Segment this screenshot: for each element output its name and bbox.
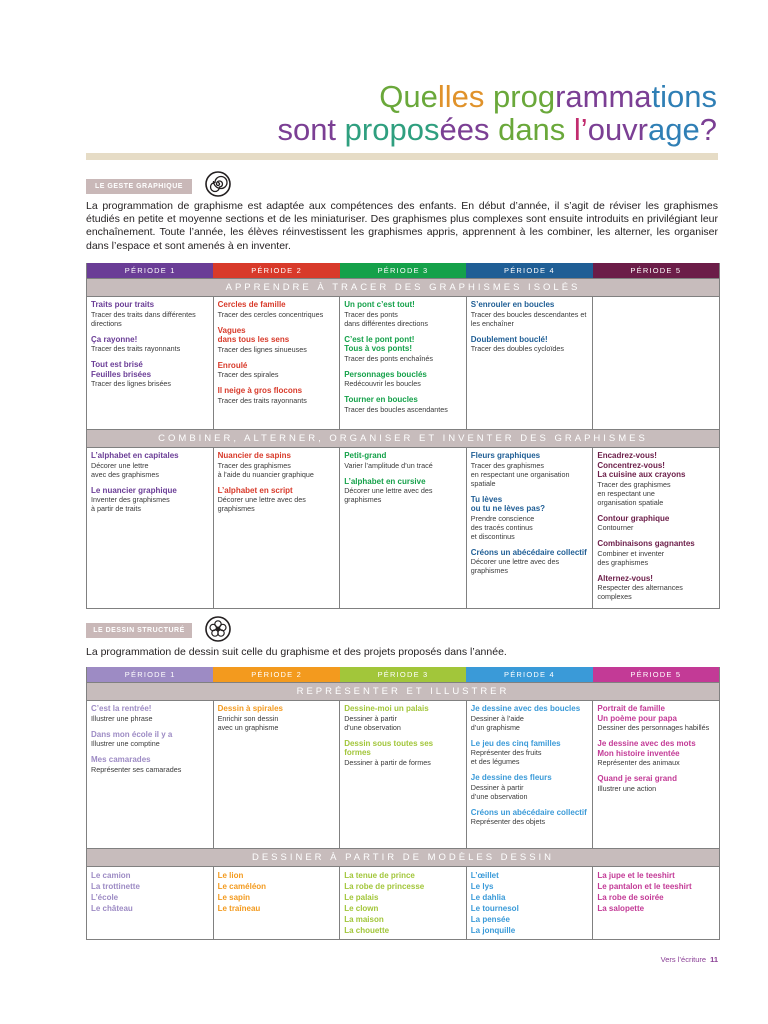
activity-entry [344,335,462,363]
model-item: Le tournesol [470,904,519,913]
model-item: L’école [91,893,119,902]
activity-description: Contourner [597,523,634,532]
activity-description: Tracer des cercles concentriques [217,309,324,319]
activity-title: Tu lèves ou tu ne lèves pas? [470,494,546,513]
activity-title: Je dessine avec des mots Mon histoire inventée [597,739,696,758]
activity-entry [91,360,209,388]
activity-description: Tracer des graphismes en respectant une organisation spatiale [597,479,671,507]
activity-description: Inventer des graphismes à partir de traits [91,495,170,513]
activity-entry [597,574,715,602]
model-item: La jupe et le teeshirt [597,871,675,880]
table-cell-period-4 [467,297,594,429]
activity-entry [344,395,462,414]
activity-entry [344,739,462,767]
model-item: La chouette [344,926,390,935]
period-header-3: PÉRIODE 3 [340,667,466,682]
activity-description: Respecter des alternances complexes [597,583,683,601]
table-cell-period-2 [214,297,341,429]
activity-title: Fleurs graphiques [470,451,541,460]
activity-entry [597,451,715,507]
activity-description: Décorer une lettre avec des graphismes [217,495,306,513]
page-title [277,80,717,146]
title-segment: sont [277,112,345,147]
activity-title: Portrait de famille Un poème pour papa [597,704,677,723]
activity-description: Varier l’amplitude d’un tracé [344,460,433,470]
activity-entry [91,704,209,723]
activity-title: Le jeu des cinq familles [470,738,561,748]
activity-entry [218,704,336,732]
activity-description: Décorer une lettre avec des graphismes [470,557,560,575]
band-combiner: COMBINER, ALTERNER, ORGANISER ET INVENTER DES GRAPHISMES [87,429,719,448]
table-cell-period-2 [214,701,341,848]
activity-entry [471,739,589,767]
period-header-3: PÉRIODE 3 [340,263,466,278]
activity-description: Tracer des graphismes à l’aide du nuancier graphique [217,460,314,479]
model-item: Le palais [344,893,379,902]
activity-entry [344,477,462,505]
section-intro-dessin: La programmation de dessin suit celle du graphisme et des projets proposés dans l’année. [86,646,507,658]
model-item: Le dahlia [470,893,506,902]
period-header-5: PÉRIODE 5 [593,667,719,682]
page-footer [661,955,718,964]
activity-description: Illustrer une action [597,783,657,793]
title-line-2 [277,113,717,146]
activity-title: Enroulé [217,360,248,370]
activity-description: Redécouvrir les boucles [344,379,421,388]
activity-entry [471,495,589,541]
activity-title: Tout est brisé Feuilles brisées [91,360,152,379]
title-segment: lles [437,79,494,114]
activity-title: Encadrez-vous! Concentrez-vous! La cuisine aux crayons [597,451,686,479]
activity-title: Nuancier de sapins [217,451,291,460]
activity-description: Enrichir son dessin avec un graphisme [217,713,279,732]
period-header-2: PÉRIODE 2 [213,263,339,278]
title-segment: ? [699,112,717,147]
table-cell-period-5 [593,448,719,608]
activity-description: Tracer des boucles descendantes et les enchaîner [470,309,587,328]
section-tag-geste-graphique: LE GESTE GRAPHIQUE [86,179,192,194]
period-header-4: PÉRIODE 4 [466,263,592,278]
activity-title: Le nuancier graphique [91,485,177,495]
model-item: La trottinette [91,882,140,891]
model-item: Le lys [470,882,494,891]
table-row [87,297,719,429]
model-item: Le lion [217,871,244,880]
activity-entry [471,300,589,328]
period-header-2: PÉRIODE 2 [213,667,339,682]
activity-title: Doublement bouclé! [470,334,548,344]
activity-description: Dessiner à partir de formes [344,757,431,767]
activity-entry [91,451,209,479]
model-item: Le pantalon et le teeshirt [597,882,692,891]
title-segment: age [648,112,700,147]
table-row [87,701,719,848]
activity-entry [91,335,209,354]
activity-description: Tracer des ponts enchaînés [344,353,434,363]
activity-entry [91,486,209,514]
activity-description: Tracer des lignes brisées [91,379,172,388]
model-item: La robe de soirée [597,893,664,902]
activity-description: Représenter ses camarades [91,764,182,774]
activity-title: L’alphabet en capitales [91,451,179,460]
activity-entry [218,300,336,319]
period-header-4: PÉRIODE 4 [466,667,592,682]
activity-description: Représenter des objets [470,817,546,826]
activity-title: Un pont c’est tout! [344,300,415,309]
period-header-1: PÉRIODE 1 [87,263,213,278]
activity-description: Tracer des ponts dans différentes directions [344,309,428,328]
activity-title: Vagues dans tous les sens [217,325,290,344]
model-item: Le camion [91,871,131,880]
title-segment: tions [651,79,717,114]
table-cell-period-3 [340,701,467,848]
activity-entry [344,451,462,470]
activity-entry [597,704,715,732]
model-item: La salopette [597,904,645,913]
activity-description: Dessiner à l’aide d’un graphisme [470,713,524,732]
title-segment: propos [344,112,440,147]
activity-entry [471,451,589,488]
activity-entry [597,774,715,793]
activity-title: Dans mon école il y a [91,729,173,739]
activity-description: Tracer des lignes sinueuses [217,344,307,354]
table-cell-period-1 [87,448,214,608]
table-cell-period-1 [87,297,214,429]
model-item: La pensée [470,915,510,924]
section-intro-graphisme: La programmation de graphisme est adaptée aux compétences des enfants. En début d’année, il s’agit de réviser les graphismes étudiés en petite et moyenne sections et de les miniaturiser. Des graphismes plus complexes sont ensuite introduits en privilégiant leur enchaînement. Toute l’année, les élèves réinvestissent les graphismes appris, apprennent à les combiner, les alterner, les organiser dans l’espace et sont amenés à en inventer. [86,200,718,252]
activity-entry [91,730,209,749]
activity-description: Combiner et inventer des graphismes [597,548,665,567]
model-item: La jonquille [470,926,516,935]
title-segment: ées [439,112,499,147]
period-header-row [87,667,719,682]
activity-description: Représenter des animaux [597,758,680,767]
table-row [87,867,719,939]
band-graphismes-isoles: APPRENDRE À TRACER DES GRAPHISMES ISOLÉS [87,278,719,297]
activity-description: Tracer des boucles ascendantes [344,404,448,414]
graphisme-program-table [86,263,720,609]
activity-description: Tracer des graphismes en respectant une organisation spatiale [470,460,570,488]
activity-title: Dessine-moi un palais [344,704,429,713]
activity-title: Alternez-vous! [597,573,653,583]
table-cell-period-3 [340,297,467,429]
table-row [87,448,719,608]
model-item: La maison [344,915,384,924]
activity-title: Dessin à spirales [217,704,283,713]
activity-title: Tourner en boucles [344,395,418,404]
activity-entry [344,300,462,328]
spiral-icon [205,171,231,197]
table-cell-period-5 [593,701,719,848]
title-segment: Que [379,79,438,114]
activity-title: Mes camarades [91,755,151,764]
band-representer: REPRÉSENTER ET ILLUSTRER [87,682,719,701]
activity-entry [218,486,336,514]
title-line-1 [277,80,717,113]
activity-description: Prendre conscience des tracés continus et discontinus [470,513,535,541]
section-tag-dessin-structure: LE DESSIN STRUCTURÉ [86,623,192,638]
title-segment: dans [498,112,574,147]
activity-title: Il neige à gros flocons [217,386,303,395]
activity-entry [471,335,589,354]
table-cell-period-5 [593,297,719,429]
activity-description: Dessiner à partir d’une observation [344,713,401,732]
activity-description: Tracer des traits rayonnants [91,344,181,353]
model-item: Le caméléon [217,882,267,891]
activity-title: Combinaisons gagnantes [597,539,695,548]
model-item: Le traîneau [217,904,261,913]
activity-entry [218,386,336,405]
activity-title: Je dessine des fleurs [470,773,552,782]
activity-title: Créons un abécédaire collectif [470,807,587,817]
activity-title: S’enrouler en boucles [470,300,555,309]
activity-title: Dessin sous toutes ses formes [344,738,434,757]
activity-title: Contour graphique [597,513,670,523]
title-divider [86,153,718,160]
footer-label: Vers l’écriture [660,955,707,964]
table-cell-period-1 [87,867,214,939]
period-header-5: PÉRIODE 5 [593,263,719,278]
activity-description: Tracer des traits dans différentes directions [91,309,196,328]
table-cell-period-2 [214,448,341,608]
table-cell-period-1 [87,701,214,848]
activity-description: Tracer des traits rayonnants [217,395,307,405]
activity-entry [91,755,209,774]
activity-entry [344,370,462,389]
activity-entry [218,361,336,380]
activity-description: Décorer une lettre avec des graphismes [344,486,433,504]
band-modeles-dessin: DESSINER À PARTIR DE MODÈLES DESSIN [87,848,719,867]
activity-title: Quand je serai grand [597,774,677,783]
activity-entry [597,739,715,767]
activity-title: C’est la rentrée! [91,704,152,713]
activity-title: Personnages bouclés [344,369,427,379]
activity-entry [471,773,589,801]
table-cell-period-4 [467,867,594,939]
table-cell-period-3 [340,448,467,608]
title-segment: ramma [555,79,652,114]
activity-description: Dessiner à partir d’une observation [470,782,528,801]
table-cell-period-3 [340,867,467,939]
model-item: L’œillet [470,871,499,880]
activity-title: Petit-grand [344,451,387,460]
activity-entry [91,300,209,328]
flower-icon [205,616,231,642]
title-segment: prog [493,79,556,114]
activity-entry [344,704,462,732]
activity-entry [471,548,589,576]
title-segment: ouvr [587,112,649,147]
activity-entry [597,539,715,567]
activity-title: L’alphabet en cursive [344,476,426,486]
activity-entry [218,326,336,354]
table-cell-period-4 [467,701,594,848]
activity-title: Créons un abécédaire collectif [470,547,587,557]
model-item: La robe de princesse [344,882,425,891]
activity-description: Décorer une lettre avec des graphismes [91,460,159,479]
period-header-row [87,263,719,278]
activity-title: Je dessine avec des boucles [470,704,581,713]
activity-entry [471,704,589,732]
activity-title: C’est le pont pont! Tous à vos ponts! [344,334,415,353]
model-item: Le château [91,904,133,913]
page-number: 11 [710,955,718,964]
period-header-1: PÉRIODE 1 [87,667,213,682]
model-item: Le sapin [217,893,251,902]
model-item: Le clown [344,904,379,913]
activity-entry [471,808,589,827]
activity-description: Dessiner des personnages habillés [597,723,710,732]
activity-title: L’alphabet en script [217,485,293,495]
activity-description: Illustrer une comptine [91,739,160,748]
dessin-program-table [86,667,720,940]
activity-description: Représenter des fruits et des légumes [470,748,542,766]
table-cell-period-4 [467,448,594,608]
table-cell-period-5 [593,867,719,939]
activity-description: Tracer des doubles cycloïdes [470,344,564,353]
table-cell-period-2 [214,867,341,939]
activity-title: Cercles de famille [217,300,286,309]
activity-entry [597,514,715,533]
title-segment: l’ [573,112,588,147]
activity-title: Ça rayonne! [91,334,138,344]
activity-title: Traits pour traits [91,300,155,309]
activity-description: Illustrer une phrase [91,713,153,723]
activity-description: Tracer des spirales [217,370,279,379]
activity-entry [218,451,336,479]
model-item: La tenue de prince [344,871,415,880]
